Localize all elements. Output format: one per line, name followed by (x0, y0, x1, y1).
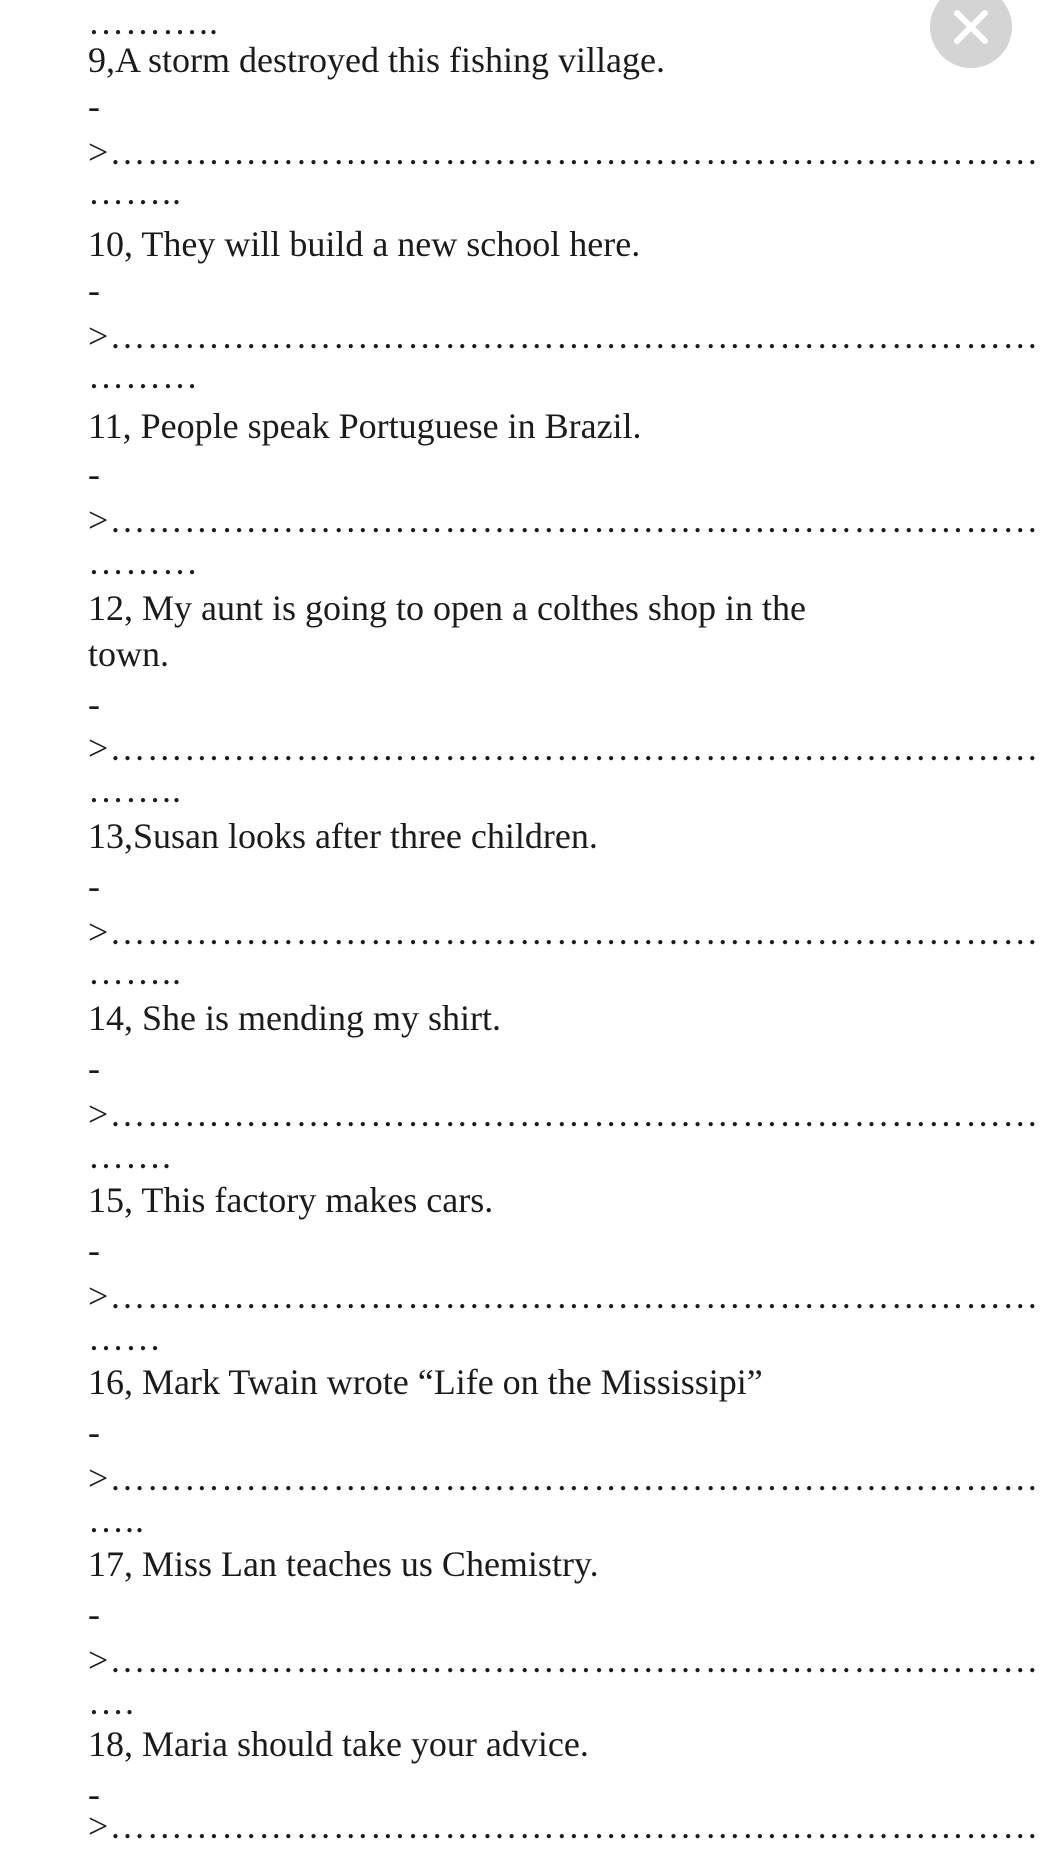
question-13-dash: - (88, 866, 100, 906)
question-17: 17, Miss Lan teaches us Chemistry. (88, 1544, 599, 1584)
question-15: 15, This factory makes cars. (88, 1180, 494, 1220)
answer-line-18[interactable]: >………………………………………………………………… (88, 1806, 1040, 1846)
close-icon (949, 5, 993, 49)
answer-continuation-17: …. (88, 1682, 135, 1722)
answer-continuation-10: ……… (88, 356, 199, 396)
leading-dots: ……….. (88, 2, 219, 42)
question-10-dash: - (88, 270, 100, 310)
answer-line-15[interactable]: >………………………………………………………………… (88, 1276, 1040, 1316)
question-18: 18, Maria should take your advice. (88, 1724, 589, 1764)
answer-line-17[interactable]: >………………………………………………………………… (88, 1640, 1040, 1680)
question-17-dash: - (88, 1594, 100, 1634)
answer-line-10[interactable]: >………………………………………………………………… (88, 316, 1040, 356)
question-13: 13,Susan looks after three children. (88, 816, 598, 856)
answer-continuation-15: …… (88, 1318, 162, 1358)
question-12-dash: - (88, 684, 100, 724)
answer-line-12[interactable]: >………………………………………………………………… (88, 728, 1040, 768)
question-11-dash: - (88, 454, 100, 494)
answer-continuation-16: ….. (88, 1500, 145, 1540)
question-9: 9,A storm destroyed this fishing village. (88, 40, 665, 80)
answer-continuation-11: ……… (88, 542, 199, 582)
answer-line-11[interactable]: >………………………………………………………………… (88, 500, 1040, 540)
question-10: 10, They will build a new school here. (88, 224, 641, 264)
question-12-continued: town. (88, 634, 169, 674)
question-15-dash: - (88, 1230, 100, 1270)
answer-line-14[interactable]: >………………………………………………………………… (88, 1094, 1040, 1134)
question-11: 11, People speak Portuguese in Brazil. (88, 406, 642, 446)
question-14: 14, She is mending my shirt. (88, 998, 501, 1038)
question-16-dash: - (88, 1412, 100, 1452)
question-16: 16, Mark Twain wrote “Life on the Mississipi” (88, 1362, 763, 1402)
question-14-dash: - (88, 1048, 100, 1088)
answer-continuation-14: ……. (88, 1136, 172, 1176)
question-18-dash: - (88, 1774, 100, 1814)
question-9-dash: - (88, 86, 100, 126)
answer-continuation-12: …….. (88, 770, 182, 810)
answer-line-9[interactable]: >………………………………………………………………… (88, 132, 1040, 172)
answer-line-13[interactable]: >………………………………………………………………… (88, 912, 1040, 952)
answer-continuation-13: …….. (88, 952, 182, 992)
answer-line-16[interactable]: >………………………………………………………………… (88, 1458, 1040, 1498)
question-12: 12, My aunt is going to open a colthes shop in the (88, 588, 806, 628)
answer-continuation-9: …….. (88, 172, 182, 212)
